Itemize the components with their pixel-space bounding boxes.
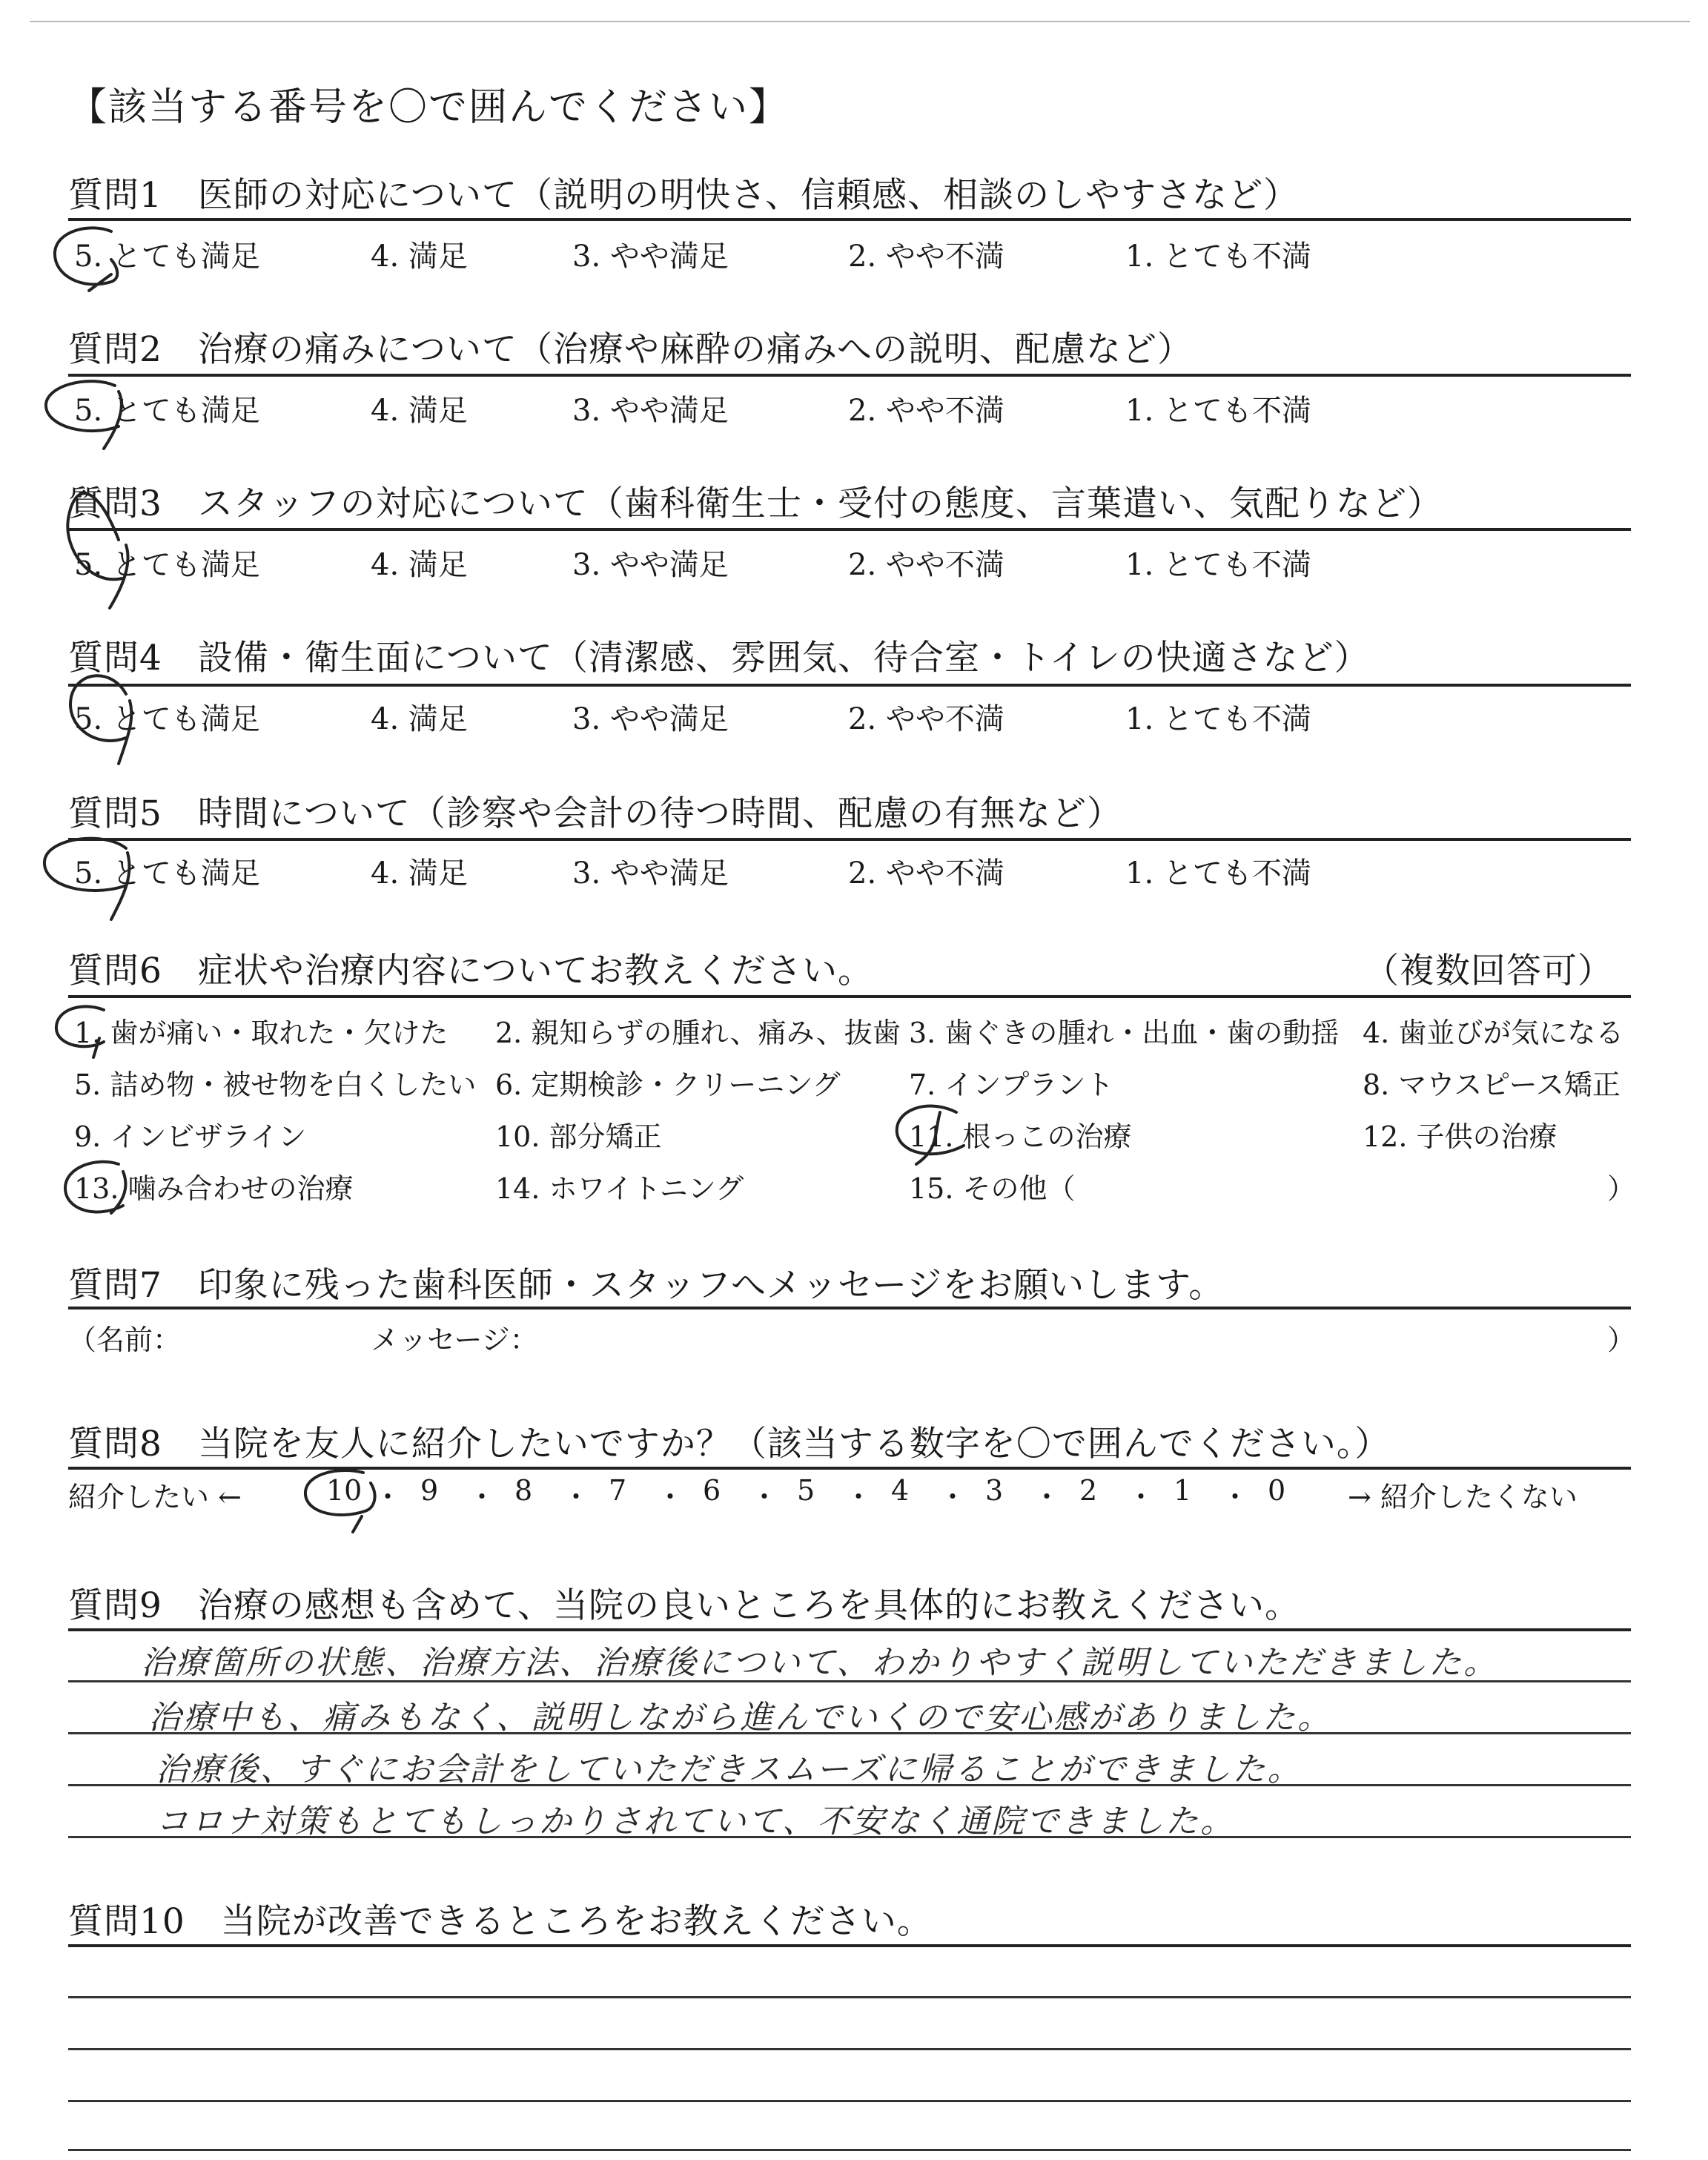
q7-name-label: （名前：: [68, 1324, 182, 1356]
q6-title: 質問6 症状や治療内容についてお教えください。: [68, 951, 873, 991]
q3-option-2[interactable]: 2. やや不満: [848, 548, 1004, 582]
q3-option-3[interactable]: 3. やや満足: [572, 548, 729, 582]
q6-option-5[interactable]: 5. 詰め物・被せ物を白くしたい: [74, 1069, 477, 1101]
q8-right-label: → 紹介したくない: [1348, 1481, 1578, 1513]
q5-title: 質問5 時間について（診察や会計の待つ時間、配慮の有無など）: [68, 793, 1122, 834]
q8-scale-separator: ・: [562, 1481, 591, 1513]
q2-option-4[interactable]: 4. 満足: [371, 394, 468, 428]
q8-scale-7[interactable]: 7: [609, 1474, 627, 1507]
q6-option-3[interactable]: 3. 歯ぐきの腫れ・出血・歯の動揺: [909, 1017, 1340, 1049]
q8-title: 質問8 当院を友人に紹介したいですか？（該当する数字を〇で囲んでください。）: [68, 1424, 1391, 1464]
q8-scale-separator: ・: [844, 1481, 873, 1513]
q8-left-label: 紹介したい ←: [68, 1481, 242, 1513]
q3-option-4[interactable]: 4. 満足: [371, 548, 468, 582]
form-heading: 【該当する番号を〇で囲んでください】: [68, 85, 790, 130]
q3-title: 質問3 スタッフの対応について（歯科衛生士・受付の態度、言葉遣い、気配りなど）: [68, 483, 1443, 524]
q5-selection-circle: [44, 839, 130, 919]
q5-option-5[interactable]: 5. とても満足: [74, 856, 260, 891]
q8-scale-8[interactable]: 8: [514, 1474, 533, 1507]
q8-scale-separator: ・: [1127, 1481, 1156, 1513]
q4-option-2[interactable]: 2. やや不満: [848, 702, 1004, 736]
q4-option-3[interactable]: 3. やや満足: [572, 702, 729, 736]
q8-scale-separator: ・: [1221, 1481, 1250, 1513]
q8-selection-circle: [305, 1470, 375, 1532]
q8-scale-5[interactable]: 5: [797, 1474, 815, 1507]
q1-option-2[interactable]: 2. やや不満: [848, 240, 1004, 274]
q2-title: 質問2 治療の痛みについて（治療や麻酔の痛みへの説明、配慮など）: [68, 329, 1194, 370]
q6-option-4[interactable]: 4. 歯並びが気になる: [1363, 1017, 1624, 1049]
q6-option-1-circle: [56, 1006, 104, 1057]
q8-scale-separator: ・: [374, 1481, 403, 1513]
q8-scale-10[interactable]: 10: [326, 1474, 363, 1507]
q8-scale-2[interactable]: 2: [1079, 1474, 1098, 1507]
q4-option-5[interactable]: 5. とても満足: [74, 702, 260, 736]
q1-title: 質問1 医師の対応について（説明の明快さ、信頼感、相談のしやすさなど）: [68, 175, 1300, 216]
q6-option-9[interactable]: 9. インビザライン: [74, 1120, 307, 1153]
q10-title: 質問10 当院が改善できるところをお教えください。: [68, 1901, 933, 1942]
q6-option-1[interactable]: 1. 歯が痛い・取れた・欠けた: [74, 1017, 448, 1049]
q3-option-5[interactable]: 5. とても満足: [74, 548, 260, 582]
q8-scale-separator: ・: [750, 1481, 779, 1513]
q8-scale-separator: ・: [939, 1481, 967, 1513]
q6-option-11[interactable]: 11. 根っこの治療: [909, 1120, 1132, 1153]
q8-scale-0[interactable]: 0: [1268, 1474, 1286, 1507]
q2-option-2[interactable]: 2. やや不満: [848, 394, 1004, 428]
q6-other-close-paren: ）: [1607, 1172, 1636, 1205]
q9-answer-text-1: 治療箇所の状態、治療方法、治療後について、わかりやすく説明していただきました。: [141, 1644, 1499, 1682]
q1-option-3[interactable]: 3. やや満足: [572, 240, 729, 274]
q1-selection-circle: [55, 228, 117, 291]
q6-option-6[interactable]: 6. 定期検診・クリーニング: [495, 1069, 841, 1101]
q4-option-4[interactable]: 4. 満足: [371, 702, 468, 736]
q3-selection-circle: [67, 493, 128, 608]
q6-option-2[interactable]: 2. 親知らずの腫れ、痛み、抜歯: [495, 1017, 901, 1049]
q2-selection-circle: [46, 381, 122, 449]
q6-option-14[interactable]: 14. ホワイトニング: [495, 1172, 744, 1205]
q5-option-3[interactable]: 3. やや満足: [572, 856, 729, 891]
q8-scale-3[interactable]: 3: [985, 1474, 1004, 1507]
q8-scale-separator: ・: [656, 1481, 685, 1513]
q5-option-2[interactable]: 2. やや不満: [848, 856, 1004, 891]
q6-option-8[interactable]: 8. マウスピース矯正: [1363, 1069, 1621, 1101]
q7-close-paren: ）: [1607, 1324, 1636, 1356]
q6-option-11-circle: [897, 1106, 964, 1164]
q8-scale-6[interactable]: 6: [703, 1474, 721, 1507]
q6-option-7[interactable]: 7. インプラント: [909, 1069, 1114, 1101]
q4-title: 質問4 設備・衛生面について（清潔感、雰囲気、待合室・トイレの快適さなど）: [68, 638, 1370, 678]
q7-message-label: メッセージ：: [371, 1324, 538, 1356]
q6-option-15[interactable]: 15. その他（: [909, 1172, 1076, 1205]
q4-selection-circle: [70, 676, 131, 764]
q8-scale-9[interactable]: 9: [420, 1474, 439, 1507]
q2-option-5[interactable]: 5. とても満足: [74, 394, 260, 428]
q5-option-4[interactable]: 4. 満足: [371, 856, 468, 891]
q4-option-1[interactable]: 1. とても不満: [1125, 702, 1311, 736]
q1-option-5[interactable]: 5. とても満足: [74, 240, 260, 274]
q1-option-1[interactable]: 1. とても不満: [1125, 240, 1311, 274]
q8-scale-4[interactable]: 4: [891, 1474, 910, 1507]
q3-option-1[interactable]: 1. とても不満: [1125, 548, 1311, 582]
q9-title: 質問9 治療の感想も含めて、当院の良いところを具体的にお教えください。: [68, 1585, 1300, 1626]
q8-scale-separator: ・: [1033, 1481, 1062, 1513]
q6-note: （複数回答可）: [1364, 951, 1613, 991]
q6-option-13[interactable]: 13. 噛み合わせの治療: [74, 1172, 354, 1205]
q2-option-1[interactable]: 1. とても不満: [1125, 394, 1311, 428]
q6-option-13-circle: [65, 1162, 125, 1213]
q2-option-3[interactable]: 3. やや満足: [572, 394, 729, 428]
q1-option-4[interactable]: 4. 満足: [371, 240, 468, 274]
q5-option-1[interactable]: 1. とても不満: [1125, 856, 1311, 891]
q8-scale-separator: ・: [468, 1481, 497, 1513]
q9-answer-text-2: 治療中も、痛みもなく、説明しながら進んでいくので安心感がありました。: [148, 1699, 1333, 1737]
q9-answer-text-4: コロナ対策もとてもしっかりされていて、不安なく通院できました。: [156, 1803, 1236, 1840]
q7-title: 質問7 印象に残った歯科医師・スタッフへメッセージをお願いします。: [68, 1265, 1225, 1306]
q9-answer-text-3: 治療後、すぐにお会計をしていただきスムーズに帰ることができました。: [156, 1751, 1302, 1789]
q8-scale-1[interactable]: 1: [1174, 1474, 1192, 1507]
q6-option-12[interactable]: 12. 子供の治療: [1363, 1120, 1558, 1153]
q6-option-10[interactable]: 10. 部分矯正: [495, 1120, 662, 1153]
